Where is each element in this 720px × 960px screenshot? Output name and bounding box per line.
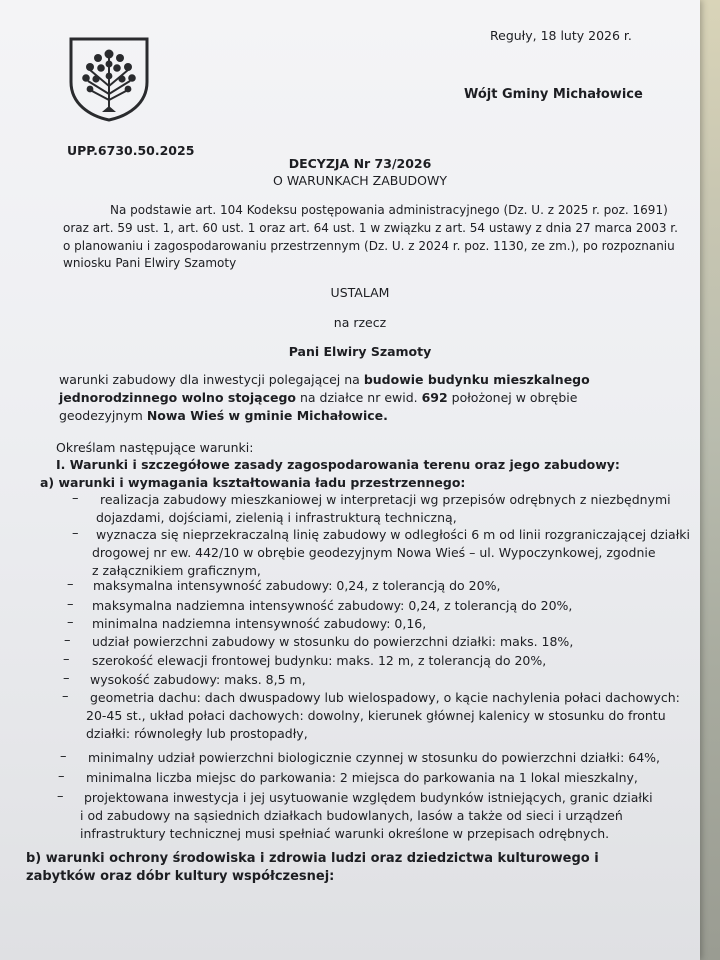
conditions-paragraph: [59, 371, 649, 425]
bullet-dash-icon: –: [67, 597, 74, 612]
condition-item-line: 20-45 st., układ połaci dachowych: dowolny, kierunek głównej kalenicy w stosunku do frontu: [86, 708, 666, 723]
condition-item-line: działki: równoległy lub prostopadły,: [86, 726, 308, 741]
bullet-dash-icon: –: [62, 689, 69, 704]
bullet-dash-icon: –: [60, 749, 67, 764]
investment-description: budowie budynku mieszkalnego jednorodzinnego wolno stojącego: [59, 372, 590, 405]
bullet-dash-icon: –: [67, 615, 74, 630]
bullet-dash-icon: –: [64, 633, 71, 648]
para-text-1: warunki zabudowy dla inwestycji polegającej na: [59, 372, 364, 387]
bullet-dash-icon: –: [58, 769, 65, 784]
intro-line-1: Na podstawie art. 104 Kodeksu postępowania administracyjnego (Dz. U. z 2025 r. poz. 1691): [110, 203, 668, 217]
para-text-4: w gminie: [224, 408, 297, 423]
issuing-authority: Wójt Gminy Michałowice: [464, 87, 643, 102]
intro-line-4: wniosku Pani Elwiry Szamoty: [63, 256, 237, 270]
bullet-dash-icon: –: [72, 526, 79, 541]
decision-number: DECYZJA Nr 73/2026: [288, 156, 432, 171]
para-text-3: położonej w obrębie geodezyjnym: [59, 390, 578, 423]
condition-item-line: maksymalna nadziemna intensywność zabudowy: 0,24, z tolerancją do 20%,: [92, 598, 573, 613]
condition-item-line: realizacja zabudowy mieszkaniowej w interpretacji wg przepisów odrębnych z niezbędnymi: [100, 492, 671, 507]
condition-item-line: wyznacza się nieprzekraczalną linię zabudowy w odległości 6 m od linii rozgraniczającej działki: [96, 527, 690, 542]
plot-number: 692: [421, 390, 448, 405]
para-text-2: na działce nr ewid.: [296, 390, 422, 405]
bullet-dash-icon: –: [63, 671, 70, 686]
village-name: Nowa Wieś: [146, 408, 225, 423]
condition-item-line: wysokość zabudowy: maks. 8,5 m,: [90, 672, 306, 687]
applicant-name: Pani Elwiry Szamoty: [288, 344, 432, 359]
decision-subject: O WARUNKACH ZABUDOWY: [273, 173, 447, 188]
bullet-dash-icon: –: [57, 789, 64, 804]
case-reference: UPP.6730.50.2025: [67, 143, 195, 158]
bullet-dash-icon: –: [72, 491, 79, 506]
intro-line-3: o planowaniu i zagospodarowaniu przestrzennym (Dz. U. z 2024 r. poz. 1130, ze zm.), po rozpoznaniu: [63, 239, 675, 253]
condition-item-line: dojazdami, dojściami, zielenią i infrastrukturą techniczną,: [96, 510, 457, 525]
condition-item-line: geometria dachu: dach dwuspadowy lub wielospadowy, o kącie nachylenia połaci dachowych:: [90, 690, 680, 705]
condition-item-line: drogowej nr ew. 442/10 w obrębie geodezyjnym Nowa Wieś – ul. Wypoczynkowej, zgodnie: [92, 545, 656, 560]
bullet-dash-icon: –: [67, 577, 74, 592]
condition-item-line: i od zabudowy na sąsiednich działkach budowlanych, lasów a także od sieci i urządzeń: [80, 808, 623, 823]
condition-item-line: infrastruktury technicznej musi spełniać warunki określone w przepisach odrębnych.: [80, 826, 610, 841]
intro-line-2: oraz art. 59 ust. 1, art. 60 ust. 1 oraz art. 64 ust. 1 w związku z art. 54 ustawy z dnia 27 marca 2003 r.: [63, 221, 678, 235]
condition-item-line: szerokość elewacji frontowej budynku: maks. 12 m, z tolerancją do 20%,: [92, 653, 547, 668]
establish-heading: USTALAM: [330, 285, 390, 300]
bullet-dash-icon: –: [63, 652, 70, 667]
condition-item-line: minimalna liczba miejsc do parkowania: 2 miejsca do parkowania na 1 lokal mieszkalny,: [86, 770, 638, 785]
condition-item-line: z załącznikiem graficznym,: [92, 563, 261, 578]
document-date: Reguły, 18 luty 2026 r.: [490, 28, 632, 43]
coat-of-arms-tree-icon: [68, 36, 150, 122]
section-i-heading: I. Warunki i szczegółowe zasady zagospodarowania terenu oraz jego zabudowy:: [56, 457, 620, 472]
condition-item-line: minimalna nadziemna intensywność zabudowy: 0,16,: [92, 616, 427, 631]
commune-name: Michałowice.: [296, 408, 388, 423]
conditions-intro: Określam następujące warunki:: [56, 440, 254, 455]
for-whom-label: na rzecz: [333, 315, 387, 330]
condition-item-line: udział powierzchni zabudowy w stosunku do powierzchni działki: maks. 18%,: [92, 634, 574, 649]
section-b-heading: b) warunki ochrony środowiska i zdrowia ludzi oraz dziedzictwa kulturowego i zabytków oraz dóbr kultury współczesnej:: [26, 851, 599, 884]
condition-item-line: minimalny udział powierzchni biologicznie czynnej w stosunku do powierzchni działki: 64%,: [88, 750, 661, 765]
section-a-heading: a) warunki i wymagania kształtowania ładu przestrzennego:: [40, 475, 466, 490]
condition-item-line: maksymalna intensywność zabudowy: 0,24, z tolerancją do 20%,: [93, 578, 501, 593]
condition-item-line: projektowana inwestycja i jej usytuowanie względem budynków istniejących, granic działki: [84, 790, 653, 805]
